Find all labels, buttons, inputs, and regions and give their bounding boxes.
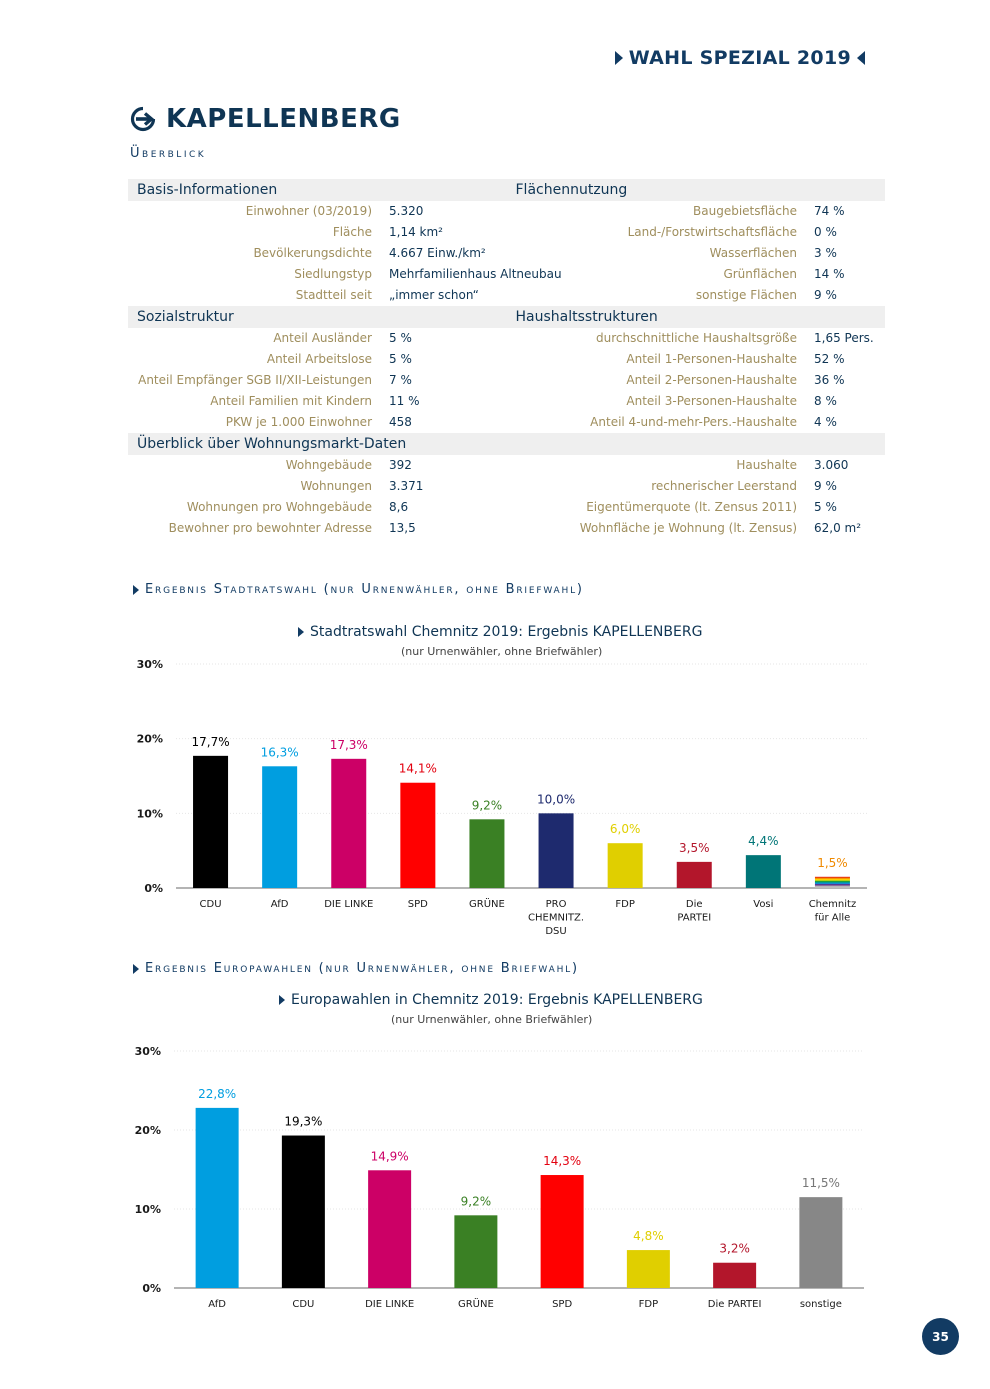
y-tick-label: 0% bbox=[144, 882, 163, 895]
bar bbox=[799, 1197, 842, 1288]
category-label: AfD bbox=[270, 899, 289, 910]
section-header bbox=[128, 306, 885, 328]
category-label: GRÜNE bbox=[457, 1299, 494, 1310]
y-tick-label: 30% bbox=[136, 658, 163, 671]
europa-section-heading bbox=[133, 961, 579, 976]
y-tick-label: 20% bbox=[134, 1124, 161, 1137]
data-label: 1,5% bbox=[817, 855, 848, 870]
category-label: PRO bbox=[545, 899, 567, 910]
district-heading bbox=[130, 104, 401, 134]
row-label-right: Anteil 3-Personen-Haushalte bbox=[626, 394, 797, 408]
table-row bbox=[128, 391, 885, 412]
category-label: AfD bbox=[208, 1299, 226, 1310]
row-value-right: 36 % bbox=[814, 373, 845, 387]
table-row bbox=[128, 349, 885, 370]
district-name bbox=[166, 104, 401, 134]
chart1-title-row bbox=[298, 624, 702, 640]
table-row bbox=[128, 328, 885, 349]
table-row bbox=[128, 264, 885, 285]
chart2-svg bbox=[120, 1038, 880, 1318]
category-label: für Alle bbox=[814, 912, 851, 924]
row-label-left: PKW je 1.000 Einwohner bbox=[225, 415, 372, 429]
data-label: 4,8% bbox=[633, 1229, 664, 1244]
table-row bbox=[128, 222, 885, 243]
bar bbox=[815, 877, 850, 888]
triangle-left-icon bbox=[857, 51, 865, 65]
row-value-left: „immer schon“ bbox=[389, 288, 479, 302]
row-label-right: Wasserflächen bbox=[709, 246, 797, 260]
row-value-right: 8 % bbox=[814, 394, 837, 408]
table-row bbox=[128, 455, 885, 476]
bar bbox=[282, 1136, 325, 1288]
data-label: 17,7% bbox=[191, 734, 230, 749]
category-label: Chemnitz bbox=[808, 899, 857, 910]
chart1-svg bbox=[120, 652, 880, 942]
y-tick-label: 30% bbox=[134, 1045, 161, 1058]
category-label: CDU bbox=[199, 899, 222, 910]
triangle-right-icon bbox=[133, 964, 139, 974]
category-label: SPD bbox=[552, 1299, 573, 1310]
row-value-left: 7 % bbox=[389, 373, 412, 387]
bar bbox=[541, 1175, 584, 1288]
row-value-right: 14 % bbox=[814, 267, 845, 281]
category-label: sonstige bbox=[799, 1299, 842, 1310]
chart2-title-row bbox=[279, 992, 703, 1008]
row-label-right: Eigentümerquote (lt. Zensus 2011) bbox=[586, 500, 797, 514]
row-label-left: Wohnungen pro Wohngebäude bbox=[186, 500, 372, 514]
row-value-right: 5 % bbox=[814, 500, 837, 514]
triangle-right-icon bbox=[279, 995, 285, 1005]
table-row bbox=[128, 476, 885, 497]
bar bbox=[608, 843, 643, 888]
row-value-right: 52 % bbox=[814, 352, 845, 366]
table-row bbox=[128, 243, 885, 264]
row-label-left: Wohngebäude bbox=[285, 458, 372, 472]
row-label-left: Bevölkerungsdichte bbox=[253, 246, 372, 260]
triangle-right-icon bbox=[133, 585, 139, 595]
section-title-left: Überblick über Wohnungsmarkt-Daten bbox=[128, 433, 507, 455]
bar bbox=[331, 759, 366, 888]
category-label: CDU bbox=[292, 1299, 315, 1310]
row-label-left: Anteil Familien mit Kindern bbox=[210, 394, 372, 408]
triangle-right-icon bbox=[298, 627, 304, 637]
row-label-right: durchschnittliche Haushaltsgröße bbox=[595, 331, 797, 345]
row-value-left: 4.667 Einw./km² bbox=[389, 246, 486, 260]
section-header bbox=[128, 179, 885, 201]
bar bbox=[746, 855, 781, 888]
chart2-title: Europawahlen in Chemnitz 2019: Ergebnis KAPELLENBERG bbox=[291, 992, 703, 1008]
data-label: 9,2% bbox=[471, 798, 503, 813]
category-label: CHEMNITZ. bbox=[528, 912, 585, 924]
category-label: Vosi bbox=[753, 899, 774, 910]
row-label-left: Einwohner (03/2019) bbox=[245, 204, 372, 218]
row-label-left: Siedlungstyp bbox=[294, 267, 372, 281]
stadtrat-section-heading bbox=[133, 582, 584, 597]
table-row bbox=[128, 518, 885, 539]
y-tick-label: 20% bbox=[136, 732, 163, 746]
page-number: 35 bbox=[922, 1318, 959, 1355]
stadtrat-section-text: Ergebnis Stadtratswahl (nur Urnenwähler, ohne Briefwahl) bbox=[145, 582, 584, 597]
bar bbox=[193, 756, 228, 888]
section-title-right: Haushaltsstrukturen bbox=[507, 306, 886, 328]
data-label: 10,0% bbox=[536, 792, 576, 807]
row-label-left: Anteil Empfänger SGB II/XII-Leistungen bbox=[138, 373, 372, 387]
bar bbox=[627, 1250, 670, 1288]
row-label-right: Grünflächen bbox=[723, 267, 797, 281]
row-value-left: 392 bbox=[389, 458, 412, 472]
row-label-right: Land-/Forstwirtschaftsfläche bbox=[627, 225, 797, 239]
row-value-right: 3.060 bbox=[814, 458, 849, 472]
data-label: 14,9% bbox=[370, 1149, 409, 1164]
row-label-left: Bewohner pro bewohnter Adresse bbox=[168, 521, 372, 535]
page-header bbox=[615, 47, 865, 69]
category-label: Die bbox=[685, 899, 703, 910]
category-label: GRÜNE bbox=[469, 899, 505, 910]
bar bbox=[454, 1215, 497, 1288]
category-label: SPD bbox=[407, 899, 428, 910]
info-table bbox=[128, 179, 885, 539]
data-label: 17,3% bbox=[329, 737, 368, 752]
row-label-left: Wohnungen bbox=[300, 479, 372, 493]
category-label: FDP bbox=[638, 1299, 659, 1310]
row-value-right: 62,0 m² bbox=[814, 521, 862, 535]
section-title-right bbox=[507, 433, 886, 455]
bar bbox=[677, 862, 712, 888]
table-row bbox=[128, 370, 885, 391]
row-value-left: 11 % bbox=[389, 394, 420, 408]
arrow-circle-icon bbox=[130, 106, 156, 132]
category-label: FDP bbox=[615, 899, 635, 910]
data-label: 19,3% bbox=[284, 1114, 323, 1129]
section-title-right: Flächennutzung bbox=[507, 179, 886, 201]
table-row bbox=[128, 285, 885, 306]
row-value-left: 13,5 bbox=[389, 521, 416, 535]
row-value-right: 9 % bbox=[814, 288, 837, 302]
category-label: DSU bbox=[545, 926, 567, 937]
data-label: 9,2% bbox=[460, 1194, 492, 1209]
section-title-left: Sozialstruktur bbox=[128, 306, 507, 328]
table-row bbox=[128, 497, 885, 518]
data-label: 3,5% bbox=[679, 840, 710, 855]
row-value-right: 4 % bbox=[814, 415, 837, 429]
chart1-title: Stadtratswahl Chemnitz 2019: Ergebnis KAPELLENBERG bbox=[310, 624, 703, 640]
row-value-left: 458 bbox=[389, 415, 412, 429]
table-row bbox=[128, 412, 885, 433]
row-label-left: Stadtteil seit bbox=[295, 288, 372, 302]
y-tick-label: 10% bbox=[134, 1203, 161, 1216]
data-label: 14,3% bbox=[543, 1154, 582, 1169]
district-name-rest: APELLENBERG bbox=[186, 104, 401, 134]
row-label-left: Anteil Arbeitslose bbox=[266, 352, 372, 366]
chart1-subtitle: (nur Urnenwähler, ohne Briefwähler) bbox=[401, 645, 603, 658]
row-value-left: 3.371 bbox=[389, 479, 424, 493]
category-label: Die PARTEI bbox=[707, 1299, 762, 1310]
section-header bbox=[128, 433, 885, 455]
row-value-left: Mehrfamilienhaus Altneubau bbox=[389, 267, 562, 281]
row-value-right: 1,65 Pers. bbox=[814, 331, 874, 345]
y-tick-label: 10% bbox=[136, 807, 163, 821]
header-title: WAHL SPEZIAL 2019 bbox=[628, 47, 851, 69]
row-label-right: Wohnfläche je Wohnung (lt. Zensus) bbox=[579, 521, 797, 535]
row-label-right: sonstige Flächen bbox=[695, 288, 797, 302]
bar bbox=[539, 813, 574, 888]
row-label-left: Anteil Ausländer bbox=[273, 331, 372, 345]
row-value-left: 5 % bbox=[389, 331, 412, 345]
data-label: 16,3% bbox=[260, 745, 299, 760]
data-label: 6,0% bbox=[609, 822, 641, 837]
row-label-left: Fläche bbox=[332, 225, 372, 239]
row-value-right: 9 % bbox=[814, 479, 837, 493]
bar bbox=[713, 1263, 756, 1288]
data-label: 4,4% bbox=[748, 834, 779, 849]
row-label-right: Anteil 1-Personen-Haushalte bbox=[626, 352, 797, 366]
data-label: 11,5% bbox=[801, 1176, 840, 1191]
category-label: PARTEI bbox=[677, 912, 712, 924]
data-label: 22,8% bbox=[198, 1086, 237, 1101]
row-value-right: 0 % bbox=[814, 225, 837, 239]
category-label: DIE LINKE bbox=[365, 1299, 415, 1310]
bar bbox=[262, 766, 297, 888]
row-value-left: 5.320 bbox=[389, 204, 424, 218]
row-value-right: 3 % bbox=[814, 246, 837, 260]
row-label-right: Anteil 4-und-mehr-Pers.-Haushalte bbox=[590, 415, 797, 429]
district-name-initial: K bbox=[166, 104, 187, 134]
table-row bbox=[128, 201, 885, 222]
row-label-right: Haushalte bbox=[736, 458, 797, 472]
row-value-left: 5 % bbox=[389, 352, 412, 366]
data-label: 3,2% bbox=[719, 1241, 750, 1256]
europa-section-text: Ergebnis Europawahlen (nur Urnenwähler, ohne Briefwahl) bbox=[145, 961, 579, 976]
y-tick-label: 0% bbox=[142, 1282, 161, 1295]
bar bbox=[400, 783, 435, 888]
row-label-right: rechnerischer Leerstand bbox=[651, 479, 797, 493]
row-label-right: Baugebietsfläche bbox=[693, 204, 797, 218]
triangle-right-icon bbox=[615, 51, 623, 65]
row-value-right: 74 % bbox=[814, 204, 845, 218]
bar bbox=[368, 1170, 411, 1288]
chart2-subtitle: (nur Urnenwähler, ohne Briefwähler) bbox=[391, 1013, 593, 1026]
row-label-right: Anteil 2-Personen-Haushalte bbox=[626, 373, 797, 387]
category-label: DIE LINKE bbox=[324, 899, 374, 910]
row-value-left: 8,6 bbox=[389, 500, 409, 514]
bar bbox=[196, 1108, 239, 1288]
overview-label: Überblick bbox=[130, 146, 207, 161]
row-value-left: 1,14 km² bbox=[389, 225, 443, 239]
bar bbox=[469, 819, 504, 888]
section-title-left: Basis-Informationen bbox=[128, 179, 507, 201]
data-label: 14,1% bbox=[398, 761, 437, 776]
